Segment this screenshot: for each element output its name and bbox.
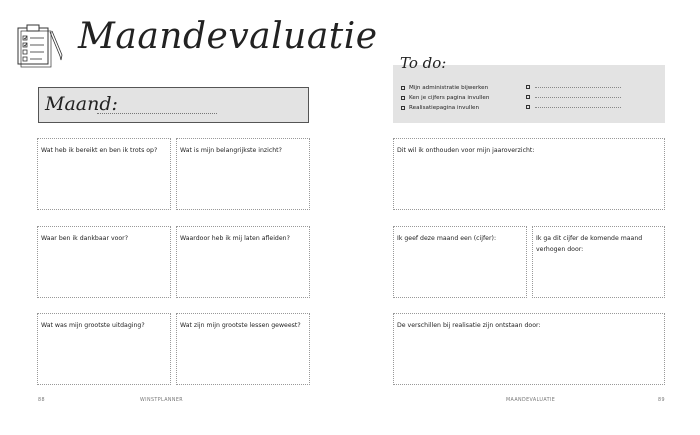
todo-blank-line — [535, 87, 621, 88]
question-label: Ik ga dit cijfer de komende maand verhogen door: — [536, 235, 643, 253]
todo-blank-item[interactable] — [526, 105, 621, 109]
todo-item-label: Realisatiepagina invullen — [409, 105, 480, 111]
todo-blank-line — [535, 97, 621, 98]
todo-item-label: Ken je cijfers pagina invullen — [409, 95, 490, 101]
checkbox-icon[interactable] — [401, 86, 405, 90]
question-label: Waardoor heb ik mij laten afleiden? — [180, 235, 290, 242]
clipboard-checklist-icon — [14, 22, 64, 68]
footer-title-right: MAANDEVALUATIE — [506, 398, 556, 403]
page-number-left: 88 — [38, 398, 45, 403]
question-card-differences[interactable] — [393, 313, 665, 385]
question-label: Wat was mijn grootste uitdaging? — [41, 322, 145, 329]
todo-panel — [393, 65, 665, 123]
checkbox-icon[interactable] — [526, 95, 530, 99]
todo-item[interactable] — [401, 105, 479, 111]
todo-blank-line — [535, 107, 621, 108]
checkbox-icon[interactable] — [401, 106, 405, 110]
question-card-distracted[interactable] — [176, 226, 310, 298]
checkbox-icon[interactable] — [401, 96, 405, 100]
month-field[interactable] — [38, 87, 309, 123]
question-card-remember[interactable] — [393, 138, 665, 210]
todo-item[interactable] — [401, 95, 489, 101]
checkbox-icon[interactable] — [526, 105, 530, 109]
page-title: Maandevaluatie — [78, 16, 378, 57]
question-label: Wat heb ik bereikt en ben ik trots op? — [41, 147, 158, 154]
todo-blank-item[interactable] — [526, 95, 621, 99]
question-card-grateful[interactable] — [37, 226, 171, 298]
question-label: Ik geef deze maand een (cijfer): — [397, 235, 497, 242]
question-card-lessons[interactable] — [176, 313, 310, 385]
page-number-right: 89 — [658, 398, 665, 403]
question-card-proud[interactable] — [37, 138, 171, 210]
question-label: Waar ben ik dankbaar voor? — [41, 235, 129, 242]
question-label: Wat zijn mijn grootste lessen geweest? — [180, 322, 301, 329]
question-label: De verschillen bij realisatie zijn ontstaan door: — [397, 322, 541, 329]
question-card-insight[interactable] — [176, 138, 310, 210]
question-card-improve[interactable] — [532, 226, 665, 298]
question-card-challenge[interactable] — [37, 313, 171, 385]
todo-item-label: Mijn administratie bijwerken — [409, 85, 489, 91]
question-label: Wat is mijn belangrijkste inzicht? — [180, 147, 282, 154]
month-line — [97, 113, 217, 114]
todo-title: To do: — [400, 54, 447, 72]
question-card-score[interactable] — [393, 226, 527, 298]
month-label: Maand: — [45, 93, 118, 115]
footer-title-left: WINSTPLANNER — [140, 398, 184, 403]
todo-item[interactable] — [401, 85, 488, 91]
todo-blank-item[interactable] — [526, 85, 621, 89]
checkbox-icon[interactable] — [526, 85, 530, 89]
question-label: Dit wil ik onthouden voor mijn jaaroverzicht: — [397, 147, 535, 154]
